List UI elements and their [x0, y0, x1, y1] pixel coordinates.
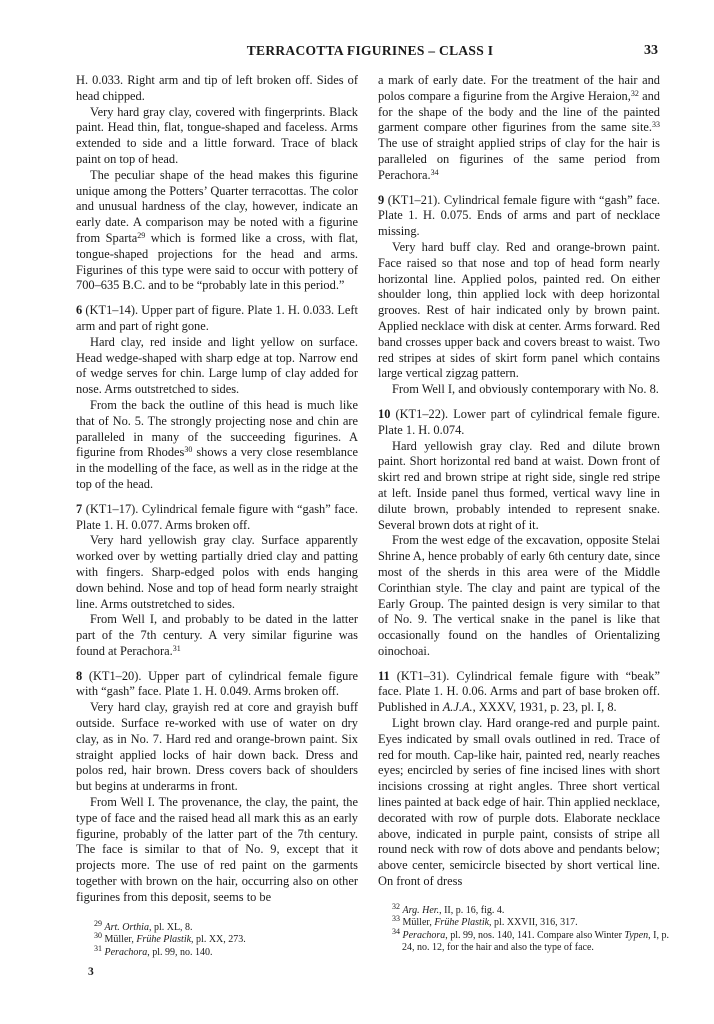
entry-number: 9: [378, 192, 385, 207]
paragraph: [76, 168, 358, 294]
paragraph: Very hard gray clay, covered with fingerprints. Black paint. Head thin, flat, tongue-shaped and faceless. Arms extended to side and a little forward. Trace of black paint on top of head.: [76, 104, 358, 166]
footnote-number: 30: [94, 931, 102, 941]
footnote-ref: 33: [652, 120, 660, 130]
footnote: [82, 943, 358, 959]
footnote-ref: 31: [172, 643, 181, 653]
footnote: [380, 926, 680, 955]
paragraph-text: The use of straight applied strips of clay for the hair is paralleled on figurines of the same period from Perachora.: [378, 136, 660, 182]
catalog-entry-8: [76, 669, 358, 701]
paragraph: Hard yellowish gray clay. Red and dilute brown paint. Short horizontal red band at waist. Down front of skirt red and brown stripe at right side, single red stripe at left. Inside panel thus formed, vertical wavy line in dilute brown, probably intended to represent snake. Several brown dots at right of it.: [378, 438, 660, 532]
entry-heading: (KT1–20). Upper part of cylindrical female figure with “gash” face. Plate 1. H. 0.049. Arms broken off.: [76, 668, 358, 699]
footnotes-left: [82, 919, 358, 959]
paragraph: [76, 612, 358, 659]
page-number: 33: [644, 43, 658, 58]
footnote-ref: 32: [630, 88, 639, 98]
entry-number: 8: [76, 668, 83, 683]
footnote-text: , I, p. 24, no. 12, for the hair and also the type of face.: [402, 929, 669, 954]
footnote-title: Typen: [624, 929, 649, 941]
footnote-text: , pl. XL, 8.: [148, 922, 193, 933]
paragraph-text: a mark of early date. For the treatment of the hair and polos compare a figurine from the Argive Heraion,: [378, 73, 660, 103]
paragraph-text: which is formed like a cross, with flat, tongue-shaped projections for the head and arms. Figurines of this type were said to occur with pottery of 700–635 B.C. and to be “probably late in this period.”: [76, 230, 358, 293]
footnote: [380, 902, 680, 917]
catalog-entry-9: [378, 193, 660, 240]
paragraph-text: From Well I, and probably to be dated in the latter part of the 7th century. A very similar figurine was found at Perachora.: [76, 612, 358, 658]
running-title: TERRACOTTA FIGURINES – CLASS I: [246, 43, 494, 58]
footnote-text: , pl. 99, nos. 140, 141. Compare also Winter: [445, 929, 625, 941]
paragraph-text: The peculiar shape of the head makes this figurine unique among the Potters’ Quarter terracottas. The color and unusual hardness of the clay, however, indicate an early date. A comparison may be noted with a figurine from Sparta: [76, 167, 358, 245]
paragraph: Very hard yellowish gray clay. Surface apparently worked over by wetting partially dried clay and patting with fingers. Sharp-edged polos with ends hanging down behind. Nose and top of head form nearly straight line. Arms outstretched to sides.: [76, 533, 358, 611]
footnote-text: , pl. 99, no. 140.: [147, 946, 213, 958]
entry-heading: (KT1–31). Cylindrical female figure with “beak” face. Plate 1. H. 0.06. Arms and part of base broken off. Published in: [378, 668, 660, 715]
entry-heading: (KT1–17). Cylindrical female figure with “gash” face. Plate 1. H. 0.077. Arms broken off.: [76, 501, 358, 532]
entry-number: 6: [76, 303, 83, 318]
footnote-ref: 34: [430, 167, 439, 177]
paragraph-text: and for the shape of the body and the line of the painted garment compare other figurines from the same site.: [378, 88, 660, 135]
footnote: [82, 919, 358, 934]
footnote-number: 33: [392, 914, 400, 924]
entry-heading: (KT1–21). Cylindrical female figure with “gash” face. Plate 1. H. 0.075. Ends of arms and part of necklace missing.: [378, 192, 660, 239]
footnote-number: 34: [392, 926, 400, 936]
footnote-number: 31: [94, 943, 102, 953]
right-column: [378, 73, 660, 890]
entry-number: 10: [378, 406, 391, 421]
footnote-title: Frühe Plastik: [434, 917, 490, 929]
paragraph: [378, 73, 660, 184]
catalog-entry-11: [378, 669, 660, 716]
left-column: [76, 73, 358, 906]
paragraph: [76, 398, 358, 493]
footnote-text: , pl. XX, 273.: [191, 934, 246, 946]
footnote-title: Art. Orthia: [104, 922, 149, 933]
page-header: [82, 43, 658, 63]
footnote-author: Müller,: [402, 917, 435, 929]
paragraph: Very hard clay, grayish red at core and grayish buff outside. Surface re-worked with use of water on dry clay, as in No. 7. Hard red and orange-brown paint. Six straight applied locks of hair down back. Dress and polos red, hair brown. Dress covers back of shoulders but begins at underarms in front.: [76, 700, 358, 794]
footnote-text: , II, p. 16, fig. 4.: [439, 905, 505, 916]
signature-mark: 3: [88, 966, 94, 978]
catalog-entry-6: [76, 303, 358, 335]
entry-number: 11: [378, 668, 390, 683]
paragraph: From Well I. The provenance, the clay, the paint, the type of face and the raised head all mark this as an early figurine, probably of the latter part of the 7th century. The face is similar to that of No. 9, except that it projects more. The use of red paint on the garments together with brown on the hair, occurring also on other figurines from this deposit, seems to be: [76, 795, 358, 904]
paragraph: Hard clay, red inside and light yellow on surface. Head wedge-shaped with sharp edge at top. Narrow end of wedge serves for chin. Large lump of clay added for nose. Arms outstretched to sides.: [76, 334, 358, 397]
footnote-title: Arg. Her.: [402, 905, 440, 916]
footnote-title: Perachora: [402, 929, 446, 941]
paragraph-text: From the back the outline of this head is much like that of No. 5. The strongly projecting nose and chin are paralleled in many of the succeeding figurines. A figurine from Rhodes: [76, 397, 358, 460]
footnote-title: Perachora: [104, 946, 148, 958]
footnotes-right: [380, 902, 680, 955]
paragraph: Light brown clay. Hard orange-red and purple paint. Eyes indicated by small ovals outlined in red. Trace of red for mouth. Cap-like hair, painted red, nearly reaches eyes; encircled by series of fine incised lines with short incisions crossing at right angles. Three short vertical lines painted at back edge of hair. Thin applied necklace, decorated with row of purple dots. Elaborate necklace above, indicated in purple paint, consists of stripe all round neck with row of dots above and pendants below; above center, semicircle bisected by short vertical line. On front of dress: [378, 716, 660, 889]
footnote-ref: 30: [184, 445, 193, 455]
footnote: [82, 931, 358, 946]
paragraph: Very hard buff clay. Red and orange-brown paint. Face raised so that nose and top of head form nearly horizontal line. Applied polos, painted red. On either shoulder long, thin applied lock with deep horizontal grooves. Rest of hair indicated only by brown paint. Applied necklace with disk at center. Arms forward. Red band crosses upper back and covers breast to waist. Two red stripes at sides of skirt form panel which contains large vertical zigzag pattern.: [378, 239, 660, 381]
paragraph: From Well I, and obviously contemporary with No. 8.: [392, 382, 659, 397]
footnote-text: , pl. XXVII, 316, 317.: [489, 917, 578, 929]
footnote-author: Müller,: [104, 934, 137, 946]
journal-title: A.J.A.: [442, 700, 473, 715]
paragraph-text: shows a very close resemblance in the modelling of the face, as well as in the ridge at the top of the head.: [76, 445, 358, 491]
entry-heading: , XXXV, 1931, p. 23, pl. I, 8.: [472, 700, 617, 715]
footnote: [380, 914, 680, 929]
catalog-entry-10: [378, 407, 660, 439]
entry-number: 7: [76, 501, 83, 516]
paragraph: H. 0.033. Right arm and tip of left broken off. Sides of head chipped.: [76, 73, 358, 103]
footnote-ref: 29: [137, 230, 146, 240]
paragraph: From the west edge of the excavation, opposite Stelai Shrine A, hence probably of early 6th century date, since most of the sherds in this area were of the Middle Corinthian style. The clay and paint are typical of the Early Group. The painted design is very similar to that of No. 9. The vertical snake in the panel is like that occasionally found on the handles of Orientalizing oinochoai.: [378, 533, 660, 658]
footnote-title: Frühe Plastik: [136, 934, 192, 946]
entry-heading: (KT1–22). Lower part of cylindrical female figure. Plate 1. H. 0.074.: [378, 406, 660, 437]
footnote-number: 32: [392, 902, 400, 911]
entry-heading: (KT1–14). Upper part of figure. Plate 1. H. 0.033. Left arm and part of right gone.: [76, 303, 358, 333]
footnote-number: 29: [94, 919, 102, 928]
catalog-entry-7: [76, 502, 358, 534]
